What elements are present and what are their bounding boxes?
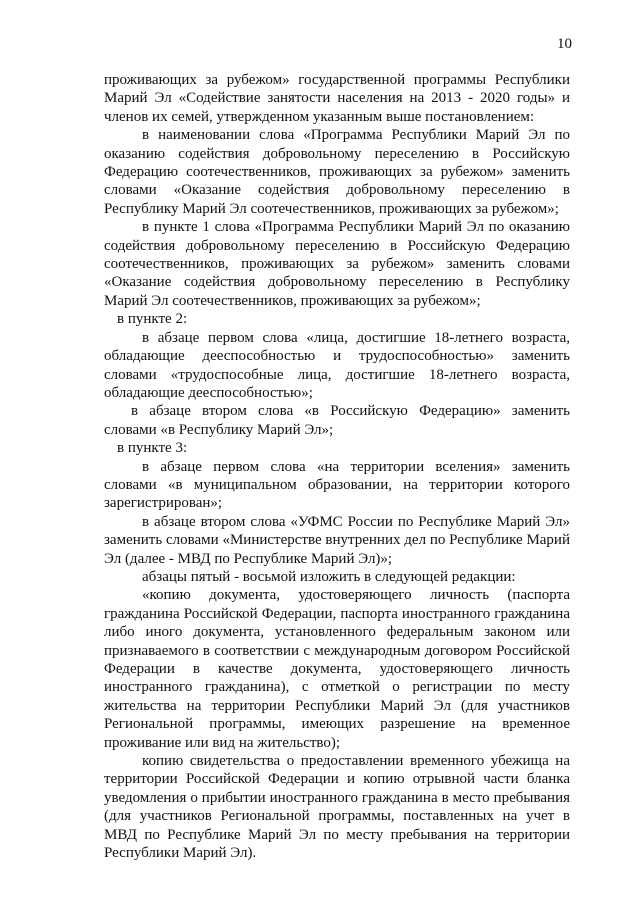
page-number: 10: [557, 36, 572, 52]
paragraph-point-3-first: в абзаце первом слова «на территории вселения» заменить словами «в муниципальном образовании, на территории которого зарегистрирован»;: [104, 458, 570, 512]
paragraph-point-2-heading: в пункте 2:: [117, 311, 188, 328]
paragraph-asylum-certificate: копию свидетельства о предоставлении временного убежища на территории Российской Федерации и копию отрывной части бланка уведомления о прибытии иностранного гражданина в место пребывания (для участников Региональной программы, поставленных на учет в МВД по Республике Марий Эл по месту пребывания на территории Республики Марий Эл).: [104, 753, 570, 862]
paragraph-point-3-heading: в пункте 3:: [117, 440, 188, 457]
document-body: [104, 71, 570, 862]
paragraph-new-wording-intro: абзацы пятый - восьмой изложить в следующей редакции:: [142, 568, 516, 585]
paragraph-point-3-second: в абзаце втором слова «УФМС России по Республике Марий Эл» заменить словами «Министерстве внутренних дел по Республике Марий Эл (далее - МВД по Республике Марий Эл)»;: [104, 513, 570, 567]
paragraph-point-2-second: в абзаце втором слова «в Российскую Федерацию» заменить словами «в Республику Марий Эл»;: [104, 403, 570, 438]
paragraph-title-change: в наименовании слова «Программа Республики Марий Эл по оказанию содействия добровольному переселению в Российскую Федерацию соотечественников, проживающих за рубежом» заменить словами «Оказание содействия добровольному переселению в Республику Марий Эл соотечественников, проживающих за рубежом»;: [104, 127, 570, 217]
paragraph-point-1: в пункте 1 слова «Программа Республики Марий Эл по оказанию содействия добровольному переселению в Российскую Федерацию соотечественников, проживающих за рубежом» заменить словами «Оказание содействия добровольному переселению в Республику Марий Эл соотечественников, проживающих за рубежом»;: [104, 219, 570, 309]
paragraph-point-2-first: в абзаце первом слова «лица, достигшие 18-летнего возраста, обладающие дееспособностью и трудоспособностью» заменить словами «трудоспособные лица, достигшие 18-летнего возраста, обладающие дееспособностью»;: [104, 329, 570, 401]
paragraph-identity-document: «копию документа, удостоверяющего личность (паспорта гражданина Российской Федерации, паспорта иностранного гражданина либо иного документа, установленного федеральным законом или признаваемого в соответствии с международным договором Российской Федерации в качестве документа, удостоверяющего личность иностранного гражданина), с отметкой о регистрации по месту жительства на территории Республики Марий Эл (для участников Региональной программы, имеющих разрешение на временное проживание или вид на жительство);: [104, 587, 570, 751]
paragraph-continuation: проживающих за рубежом» государственной программы Республики Марий Эл «Содействие занятости населения на 2013 - 2020 годы» и членов их семей, утвержденном указанным выше постановлением:: [104, 72, 570, 125]
